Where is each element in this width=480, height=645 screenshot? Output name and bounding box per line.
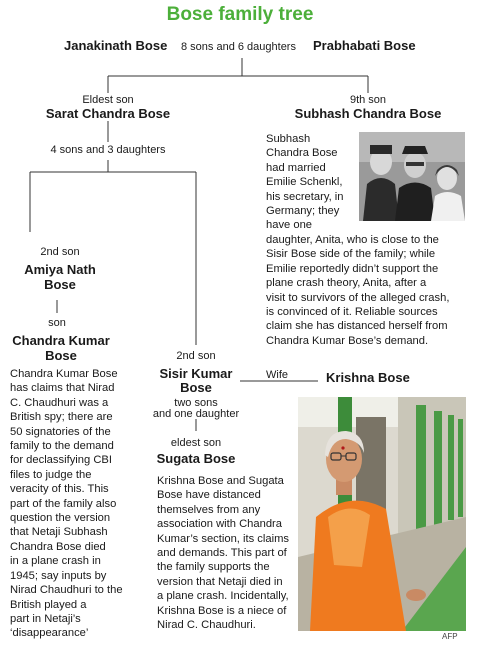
parents-children-note: 8 sons and 6 daughters [181, 41, 296, 53]
father-name: Janakinath Bose [64, 38, 168, 53]
krishna-bose-photo [298, 397, 466, 631]
sarat-role: Eldest son [82, 94, 134, 106]
amiya-son-label: son [48, 317, 66, 329]
amiya-role: 2nd son [40, 246, 80, 258]
chandra-name-line1: Chandra Kumar [12, 333, 110, 348]
sisir-role: 2nd son [176, 350, 216, 362]
photo-credit: AFP [442, 632, 458, 641]
subhash-family-photo [359, 132, 465, 221]
chandra-description: Chandra Kumar Bose has claims that Nirad C. Chaudhuri was a British spy; there are 50 signatories of the family to the demand for declassifying CBI files to judge the veracity of this. This part of the family also question the version that Netaji Subhash Chandra Bose died in a plane crash in 1945; say inputs by Nirad Chaudhuri to the British played a part in Netaji’s ‘disappearance’ [10, 368, 123, 640]
sarat-name: Sarat Chandra Bose [45, 106, 171, 121]
sarat-children-note: 4 sons and 3 daughters [50, 144, 166, 156]
amiya-name-line1: Amiya Nath [24, 262, 96, 277]
chandra-name-line2: Bose [45, 348, 77, 363]
sisir-children-line1: two sons [174, 397, 218, 409]
mother-name: Prabhabati Bose [313, 38, 416, 53]
amiya-name-line2: Bose [44, 277, 76, 292]
subhash-description-bottom: daughter, Anita, who is close to the Sisir Bose side of the family; while Emilie reportedly didn’t support the plane crash theory, Anita, after a visit to survivors of the alleged crash, is convinced of it. Reliable sources claim she has distanced herself from Chandra Kumar Bose’s demand. [266, 234, 450, 347]
subhash-description-top: Subhash Chandra Bose had married Emilie Schenkl, his secretary, in Germany; they have one [266, 133, 344, 232]
krishna-description: Krishna Bose and Sugata Bose have distanced themselves from any association with Chandra Kumar’s section, its claims and demands. This part of the family supports the version that Netaji died in a plane crash. Incidentally, Krishna Bose is a niece of Nirad C. Chaudhuri. [157, 475, 290, 632]
sugata-role: eldest son [170, 437, 222, 449]
subhash-role: 9th son [349, 94, 387, 106]
krishna-name: Krishna Bose [326, 370, 410, 385]
sisir-name-line1: Sisir Kumar [159, 366, 233, 381]
chart-title: Bose family tree [166, 4, 314, 25]
sisir-children-line2: and one daughter [152, 408, 240, 420]
subhash-name: Subhash Chandra Bose [294, 106, 442, 121]
sisir-name-line2: Bose [180, 380, 212, 395]
wife-label: Wife [266, 369, 288, 381]
sugata-name: Sugata Bose [156, 451, 236, 466]
